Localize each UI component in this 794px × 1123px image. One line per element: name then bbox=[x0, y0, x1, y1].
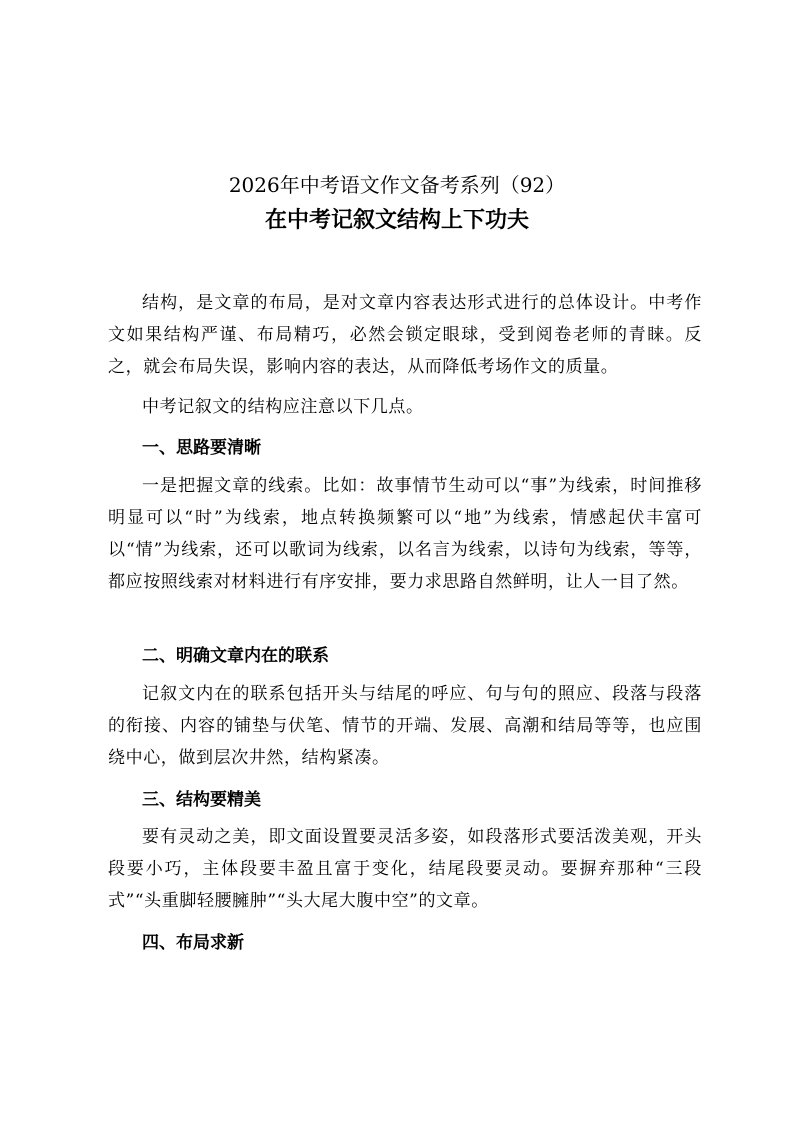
section-heading-2: 二、明确文章内在的联系 bbox=[142, 646, 329, 666]
section-heading-4: 四、布局求新 bbox=[142, 933, 244, 953]
section-body-2: 记叙文内在的联系包括开头与结尾的呼应、句与句的照应、段落与段落的衔接、内容的铺垫与伏笔、情节的开端、发展、高潮和结局等等，也应围绕中心，做到层次井然，结构紧凑。 bbox=[108, 684, 702, 768]
intro-paragraph: 结构，是文章的布局，是对文章内容表达形式进行的总体设计。中考作文如果结构严谨、布局精巧，必然会锁定眼球，受到阅卷老师的青睐。反之，就会布局失误，影响内容的表达，从而降低考场作文的质量。 bbox=[108, 293, 702, 377]
document-title: 2026年中考语文作文备考系列（92） bbox=[228, 173, 566, 197]
document-subtitle: 在中考记叙文结构上下功夫 bbox=[264, 208, 529, 233]
section-body-1: 一是把握文章的线索。比如：故事情节生动可以“事”为线索，时间推移明显可以“时”为线索，地点转换频繁可以“地”为线索，情感起伏丰富可以“情”为线索，还可以歌词为线索，以名言为线索，以诗句为线索，等等，都应按照线索对材料进行有序安排，要力求思路自然鲜明，让人一目了然。 bbox=[108, 476, 702, 592]
section-body-3: 要有灵动之美，即文面设置要灵活多姿，如段落形式要活泼美观，开头段要小巧，主体段要丰盈且富于变化，结尾段要灵动。要摒弃那种“三段式”“头重脚轻腰臃肿”“头大尾大腹中空”的文章。 bbox=[108, 827, 702, 911]
lead-paragraph: 中考记叙文的结构应注意以下几点。 bbox=[142, 397, 424, 417]
section-heading-3: 三、结构要精美 bbox=[142, 790, 261, 810]
section-heading-1: 一、思路要清晰 bbox=[142, 438, 261, 458]
